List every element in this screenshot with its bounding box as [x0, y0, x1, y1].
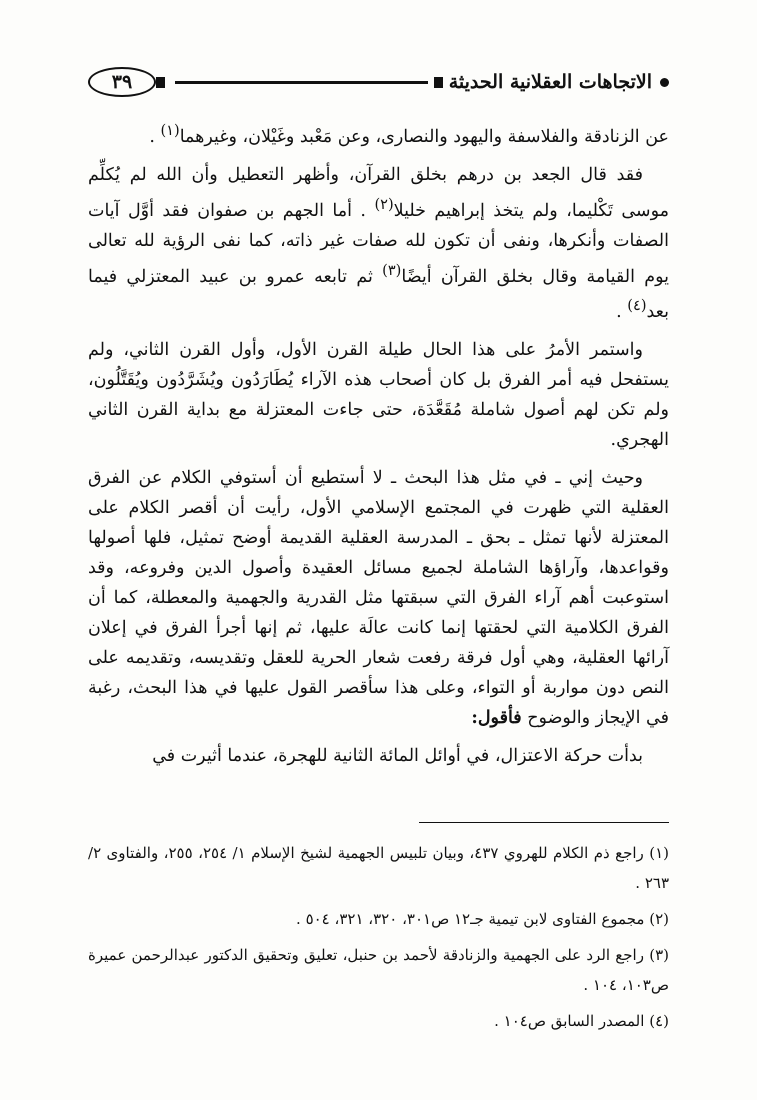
footnote-text: راجع الرد على الجهمية والزنادقة لأحمد بن حنبل، تعليق وتحقيق الدكتور عبدالرحمن عميرة ص١٠٣، ١٠٤ . [88, 946, 669, 994]
footnote [88, 838, 669, 898]
page-header [88, 62, 669, 102]
footnote [88, 904, 669, 934]
footnote-text: راجع ذم الكلام للهروي ٤٣٧، وبيان تلبيس الجهمية لشيخ الإسلام ١/ ٢٥٤، ٢٥٥، والفتاوى ٢/ ٢٦٣ . [88, 844, 669, 892]
footnote-number: (٣) [649, 946, 669, 964]
footnote-ref[interactable]: (٣) [382, 261, 402, 279]
footnote-number: (٤) [649, 1012, 669, 1030]
paragraph: بدأت حركة الاعتزال، في أوائل المائة الثانية للهجرة، عندما أثيرت في [152, 746, 643, 767]
header-bullet [660, 78, 669, 87]
footnote [88, 1006, 669, 1036]
page-number: ٣٩ [88, 67, 156, 97]
footnote-text: مجموع الفتاوى لابن تيمية جـ١٢ ص٣٠١، ٣٢٠، ٣٢١، ٥٠٤ . [296, 910, 645, 928]
running-title: الاتجاهات العقلانية الحديثة [448, 71, 652, 93]
paragraph: فقد قال الجعد بن درهم بخلق القرآن، وأظهر التعطيل وأن الله لم يُكلِّم موسى تَكْليما، ولم يتخذ إبراهيم خليلا$^{(٢)}$ . أما الجهم بن صفوان فقد أوَّل آيات الصفات وأنكرها، ونفى أن تكون لله صفات غير ذاته، كما نفى الرؤية لله تعالى يوم القيامة وقال بخلق القرآن أيضًا$^{(٣)}$ ثم تابعه عمرو بن عبيد المعتزلي فيما بعد$^{(٤)}$ . [88, 164, 669, 323]
bold-lead: فأقول: [471, 708, 522, 729]
paragraph: عن الزنادقة والفلاسفة واليهود والنصارى، وعن مَعْبد وغَيْلان، وغيرهما$^{(١)}$ . [149, 122, 669, 147]
footnote-ref[interactable]: (١) [160, 122, 180, 139]
header-block-mark [156, 77, 165, 88]
footnote-separator [419, 822, 669, 823]
paragraph: وحيث إني ـ في مثل هذا البحث ـ لا أستطيع أن أستوفي الكلام عن الفرق العقلية التي ظهرت في المجتمع الإسلامي الأول، رأيت أن أقصر الكلام على المعتزلة لأنها تمثل ـ بحق ـ المدرسة العقلية القديمة أوضح تمثيل، فلها أصولها وقواعدها، وآراؤها الشاملة لجميع مسائل العقيدة وأصول الدين وفروعه، وقد استوعبت أهم آراء الفرق التي سبقتها مثل القدرية والجهمية والمعطلة، كما أن الفرق الكلامية التي لحقتها إنما كانت عالَة عليها، ثم إنها أجرأ الفرق في إعلان آرائها العقلية، وهي أول فرقة رفعت شعار الحرية للعقل وتقديسه، وتقديمه على النص دون مواربة أو التواء، وعلى هذا سأقصر القول عليها في هذا البحث، رغبة في الإيجاز والوضوح فأقول: [88, 468, 669, 729]
footnote-number: (٢) [649, 910, 669, 928]
footnote-ref[interactable]: (٤) [627, 297, 647, 315]
header-rule [175, 81, 428, 84]
footnote [88, 940, 669, 1000]
footnotes [88, 838, 669, 1042]
body-text [88, 116, 669, 779]
footnote-text: المصدر السابق ص١٠٤ . [494, 1012, 645, 1030]
paragraph: واستمر الأمرُ على هذا الحال طيلة القرن الأول، وأول القرن الثاني، ولم يستفحل فيه أمر الفرق بل كان أصحاب هذه الآراء يُطَارَدُون ويُشَرَّدُون ويُقَتَّلُون، ولم تكن لهم أصول شاملة مُقَعَّدَة، حتى جاءت المعتزلة مع بداية القرن الثاني الهجري. [88, 340, 669, 451]
footnote-number: (١) [649, 844, 670, 862]
footnote-ref[interactable]: (٢) [374, 195, 394, 213]
header-block-mark [434, 77, 443, 88]
